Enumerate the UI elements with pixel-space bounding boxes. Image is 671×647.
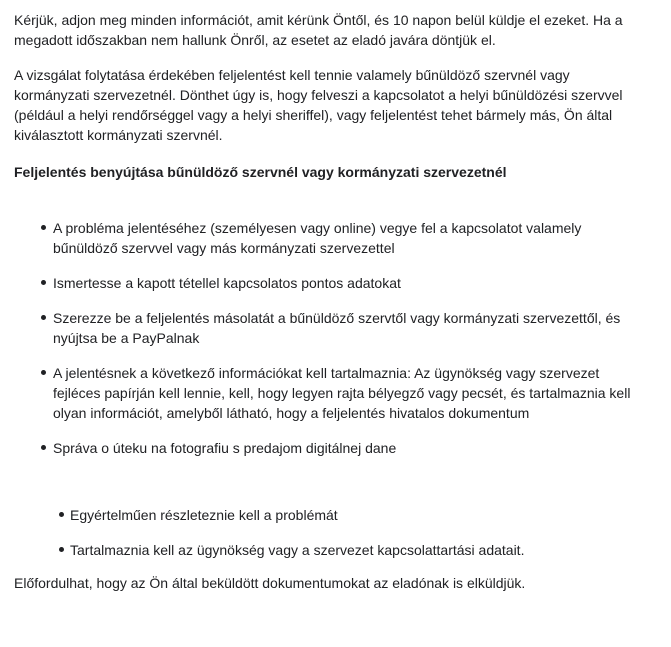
closing-paragraph: Előfordulhat, hogy az Ön által beküldött dokumentumokat az eladónak is elküldjük. bbox=[14, 575, 526, 591]
list-item: A probléma jelentéséhez (személyesen vagy online) vegye fel a kapcsolatot valamely bűnüldöző szervvel vagy más kormányzati szervezettel bbox=[39, 218, 647, 258]
list-item: Egyértelműen részleteznie kell a problémát bbox=[57, 505, 647, 525]
report-details-list bbox=[14, 505, 647, 560]
list-item: Szerezze be a feljelentés másolatát a bűnüldöző szervtől vagy kormányzati szervezettől, és nyújtsa be a PayPalnak bbox=[39, 308, 647, 348]
intro-paragraph: Kérjük, adjon meg minden információt, amit kérünk Öntől, és 10 napon belül küldje el ezeket. Ha a megadott időszakban nem hallunk Önről, az esetet az eladó javára döntjük el. bbox=[14, 12, 623, 48]
section-heading: Feljelentés benyújtása bűnüldöző szervnél vagy kormányzati szervezetnél bbox=[14, 164, 507, 180]
investigation-paragraph: A vizsgálat folytatása érdekében feljelentést kell tennie valamely bűnüldöző szervnél vagy kormányzati szervezetnél. Dönthet úgy is, hogy felveszi a kapcsolatot a helyi bűnüldözési szervvel (például a helyi rendőrséggel vagy a helyi sheriffel), vagy feljelentést tehet bármely más, Ön által kiválasztott kormányzati szervnél. bbox=[14, 67, 623, 143]
list-item: Správa o úteku na fotografiu s predajom digitálnej dane bbox=[39, 438, 647, 458]
list-item: Tartalmaznia kell az ügynökség vagy a szervezet kapcsolattartási adatait. bbox=[57, 540, 647, 560]
requirements-list bbox=[14, 218, 647, 458]
list-item: A jelentésnek a következő információkat kell tartalmaznia: Az ügynökség vagy szervezet fejléces papírján kell lennie, kell, hogy legyen rajta bélyegző vagy pecsét, és tartalmaznia kell olyan információt, amelyből látható, hogy a feljelentés hivatalos dokumentum bbox=[39, 363, 647, 423]
list-item: Ismertesse a kapott tétellel kapcsolatos pontos adatokat bbox=[39, 273, 647, 293]
